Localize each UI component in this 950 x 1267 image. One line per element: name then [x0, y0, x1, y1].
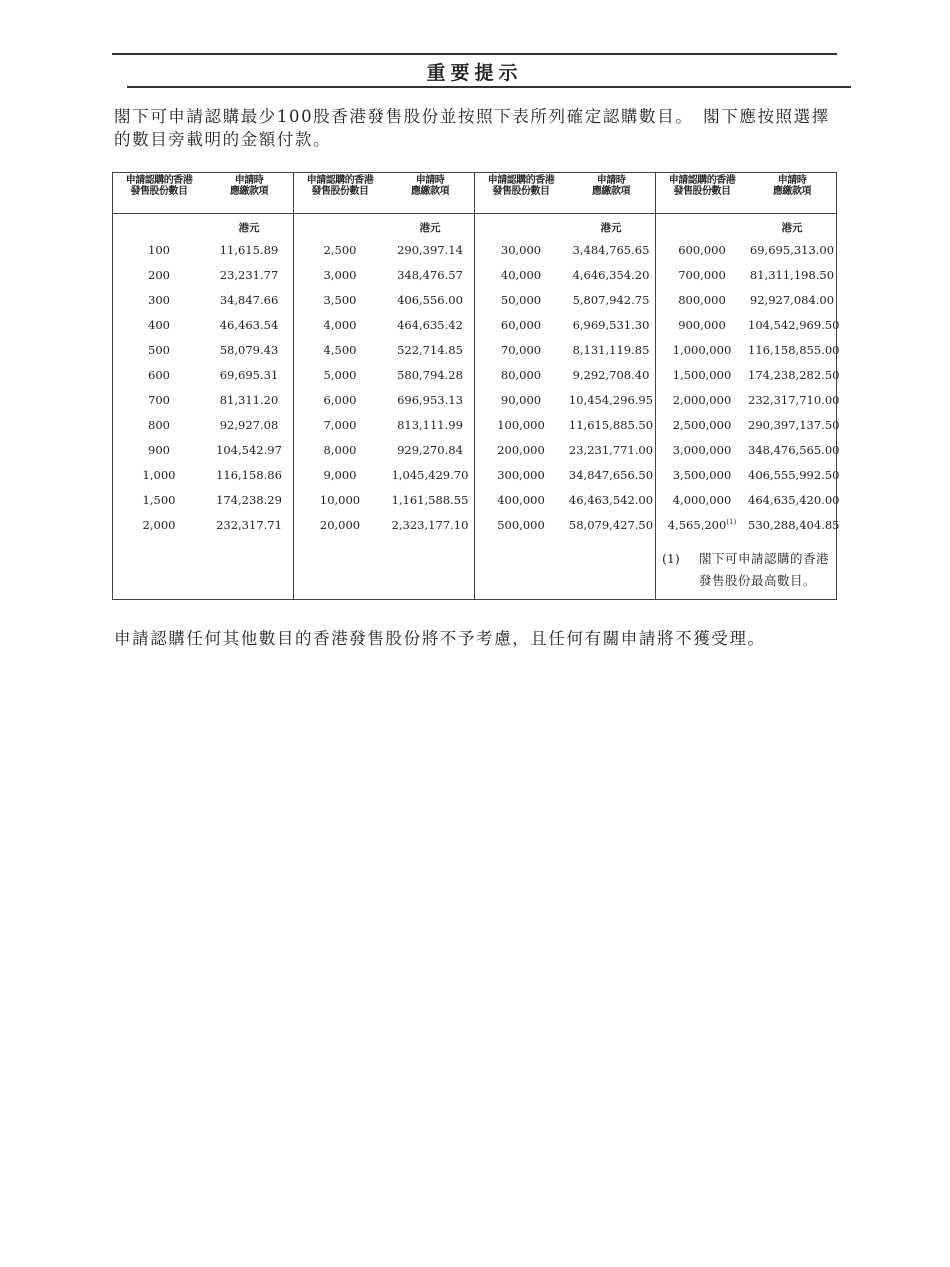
table-column-group [293, 173, 474, 599]
amount-cell: 92,927,084.00 [749, 293, 835, 307]
table-row [656, 364, 840, 389]
shares-value: 60,000 [500, 318, 542, 332]
shares-value: 700,000 [678, 268, 726, 282]
currency-unit: 港元 [238, 222, 260, 234]
shares-cell [294, 318, 386, 332]
shares-cell [656, 343, 748, 357]
shares-cell [113, 318, 205, 332]
table-row [294, 414, 474, 439]
shares-cell [656, 293, 748, 307]
shares-cell [294, 518, 386, 532]
shares-cell [294, 268, 386, 282]
table-row [113, 339, 293, 364]
shares-value: 800 [148, 418, 170, 432]
table-row [113, 314, 293, 339]
table-row [294, 314, 474, 339]
shares-cell [475, 368, 567, 382]
amount-cell: 81,311.20 [219, 393, 279, 407]
shares-value: 4,565,200 [667, 518, 727, 532]
shares-cell [475, 293, 567, 307]
shares-cell [113, 418, 205, 432]
amount-cell: 92,927.08 [219, 418, 279, 432]
shares-cell [475, 318, 567, 332]
amount-cell: 530,288,404.85 [748, 518, 840, 532]
table-rows [656, 239, 840, 539]
amount-cell: 34,847.66 [219, 293, 279, 307]
shares-value: 3,500,000 [672, 468, 732, 482]
table-row [113, 264, 293, 289]
shares-value: 70,000 [500, 343, 542, 357]
shares-cell [475, 443, 567, 457]
shares-value: 600,000 [678, 243, 726, 257]
currency-unit: 港元 [600, 222, 622, 234]
amount-cell: 104,542,969.50 [748, 318, 840, 332]
table-row [113, 439, 293, 464]
shares-cell [294, 343, 386, 357]
header-amount: 申請時 應繳款項 [592, 175, 630, 197]
shares-value: 600 [148, 368, 170, 382]
table-row [475, 339, 655, 364]
shares-cell [656, 518, 748, 532]
shares-cell [656, 368, 748, 382]
shares-cell [113, 343, 205, 357]
amount-cell: 4,646,354.20 [572, 268, 650, 282]
amount-cell: 10,454,296.95 [568, 393, 654, 407]
amount-cell: 464,635,420.00 [748, 493, 840, 507]
table-rows [475, 239, 655, 539]
shares-cell [475, 468, 567, 482]
shares-cell [656, 318, 748, 332]
shares-value: 90,000 [500, 393, 542, 407]
table-footnote [662, 548, 832, 592]
shares-value: 9,000 [323, 468, 357, 482]
shares-cell [656, 418, 748, 432]
amount-cell: 348,476.57 [397, 268, 463, 282]
shares-value: 200 [148, 268, 170, 282]
amount-cell: 69,695.31 [219, 368, 279, 382]
shares-value: 40,000 [500, 268, 542, 282]
header-shares: 申請認購的香港 發售股份數目 [125, 175, 193, 197]
column-group-header [113, 173, 293, 214]
shares-cell [475, 518, 567, 532]
shares-value: 1,000 [142, 468, 176, 482]
table-rows [294, 239, 474, 539]
table-row [656, 414, 840, 439]
amount-cell: 522,714.85 [397, 343, 463, 357]
amount-cell: 813,111.99 [397, 418, 463, 432]
shares-value: 700 [148, 393, 170, 407]
shares-value: 500,000 [497, 518, 545, 532]
amount-cell: 232,317.71 [216, 518, 282, 532]
table-row [475, 389, 655, 414]
table-row [475, 289, 655, 314]
table-column-group [474, 173, 655, 599]
shares-value: 800,000 [678, 293, 726, 307]
amount-cell: 1,161,588.55 [391, 493, 469, 507]
currency-unit: 港元 [781, 222, 803, 234]
table-row [113, 464, 293, 489]
table-row [113, 239, 293, 264]
amount-cell: 3,484,765.65 [572, 243, 650, 257]
table-row [294, 364, 474, 389]
amount-cell: 696,953.13 [397, 393, 463, 407]
amount-cell: 116,158.86 [216, 468, 282, 482]
table-row [475, 464, 655, 489]
amount-cell: 9,292,708.40 [572, 368, 650, 382]
table-row [656, 464, 840, 489]
shares-value: 100,000 [497, 418, 545, 432]
amount-cell: 23,231,771.00 [568, 443, 654, 457]
amount-cell: 348,476,565.00 [748, 443, 840, 457]
table-row [294, 389, 474, 414]
table-row [294, 464, 474, 489]
table-rows [113, 239, 293, 539]
footnote-text: 閣下可申請認購的香港發售股份最高數目。 [699, 551, 830, 588]
amount-cell: 929,270.84 [397, 443, 463, 457]
table-column-group [655, 173, 840, 599]
shares-cell [113, 368, 205, 382]
table-row [656, 389, 840, 414]
amount-cell: 290,397.14 [397, 243, 463, 257]
shares-value: 1,000,000 [672, 343, 732, 357]
table-row [656, 439, 840, 464]
shares-cell [294, 393, 386, 407]
shares-value: 2,000 [142, 518, 176, 532]
shares-value: 7,000 [323, 418, 357, 432]
amount-cell: 174,238,282.50 [748, 368, 840, 382]
shares-cell [113, 518, 205, 532]
amount-cell: 23,231.77 [219, 268, 279, 282]
shares-value: 1,500,000 [672, 368, 732, 382]
header-amount: 申請時 應繳款項 [773, 175, 811, 197]
table-row [475, 364, 655, 389]
table-row [113, 389, 293, 414]
closing-paragraph: 申請認購任何其他數目的香港發售股份將不予考慮，且任何有關申請將不獲受理。 [114, 629, 766, 648]
table-row [294, 514, 474, 539]
shares-cell [656, 268, 748, 282]
shares-value: 500 [148, 343, 170, 357]
amount-cell: 81,311,198.50 [749, 268, 835, 282]
table-row [294, 289, 474, 314]
table-row [656, 289, 836, 314]
shares-value: 4,000,000 [672, 493, 732, 507]
table-row [294, 339, 474, 364]
shares-value: 2,000,000 [672, 393, 732, 407]
shares-value: 10,000 [319, 493, 361, 507]
column-group-header [475, 173, 655, 214]
shares-cell [113, 293, 205, 307]
table-row [294, 489, 474, 514]
amount-cell: 58,079,427.50 [568, 518, 654, 532]
table-row [113, 489, 293, 514]
table-row [475, 414, 655, 439]
shares-cell [113, 393, 205, 407]
shares-cell [656, 468, 748, 482]
table-row [475, 264, 655, 289]
amount-cell: 232,317,710.00 [748, 393, 840, 407]
header-amount: 申請時 應繳款項 [411, 175, 449, 197]
shares-value: 3,000 [323, 268, 357, 282]
table-row [113, 364, 293, 389]
shares-value: 80,000 [500, 368, 542, 382]
shares-value: 30,000 [500, 243, 542, 257]
shares-cell [656, 243, 748, 257]
table-column-group [113, 173, 293, 599]
amount-cell: 580,794.28 [397, 368, 463, 382]
table-row [475, 514, 655, 539]
shares-value: 900 [148, 443, 170, 457]
shares-value: 4,500 [323, 343, 357, 357]
shares-cell [294, 493, 386, 507]
amount-cell: 11,615.89 [219, 243, 279, 257]
table-row [656, 314, 840, 339]
shares-value: 2,500,000 [672, 418, 732, 432]
shares-value: 200,000 [497, 443, 545, 457]
shares-cell [475, 243, 567, 257]
shares-value: 2,500 [323, 243, 357, 257]
header-shares: 申請認購的香港 發售股份數目 [668, 175, 736, 197]
footnote-marker: (1) [726, 518, 737, 527]
amount-cell: 34,847,656.50 [568, 468, 654, 482]
header-amount: 申請時 應繳款項 [230, 175, 268, 197]
shares-cell [475, 343, 567, 357]
shares-cell [475, 418, 567, 432]
table-row [656, 339, 840, 364]
column-group-header [294, 173, 474, 214]
amount-cell: 464,635.42 [397, 318, 463, 332]
shares-cell [656, 493, 748, 507]
shares-cell [294, 243, 386, 257]
table-row [656, 264, 836, 289]
amount-cell: 174,238.29 [216, 493, 282, 507]
shares-value: 3,000,000 [672, 443, 732, 457]
shares-cell [294, 293, 386, 307]
amount-cell: 11,615,885.50 [568, 418, 654, 432]
header-shares: 申請認購的香港 發售股份數目 [306, 175, 374, 197]
footnote-number: (1) [662, 551, 680, 566]
amount-cell: 69,695,313.00 [749, 243, 835, 257]
shares-value: 50,000 [500, 293, 542, 307]
table-row [294, 439, 474, 464]
shares-value: 20,000 [319, 518, 361, 532]
table-row [656, 239, 836, 264]
shares-value: 400 [148, 318, 170, 332]
amount-cell: 46,463.54 [219, 318, 279, 332]
table-row [113, 289, 293, 314]
shares-value: 8,000 [323, 443, 357, 457]
amount-cell: 104,542.97 [216, 443, 282, 457]
amount-cell: 46,463,542.00 [568, 493, 654, 507]
shares-value: 4,000 [323, 318, 357, 332]
column-group-header [656, 173, 836, 214]
shares-value: 300,000 [497, 468, 545, 482]
shares-value: 6,000 [323, 393, 357, 407]
shares-value: 5,000 [323, 368, 357, 382]
top-rule [112, 53, 837, 55]
table-row [656, 489, 840, 514]
shares-value: 3,500 [323, 293, 357, 307]
shares-cell [294, 418, 386, 432]
table-row [475, 239, 655, 264]
shares-cell [475, 268, 567, 282]
shares-cell [656, 443, 748, 457]
table-row [656, 514, 840, 539]
shares-cell [656, 393, 748, 407]
shares-value: 300 [148, 293, 170, 307]
table-row [113, 514, 293, 539]
shares-cell [294, 443, 386, 457]
table-row [294, 239, 474, 264]
amount-cell: 116,158,855.00 [748, 343, 840, 357]
amount-cell: 1,045,429.70 [391, 468, 469, 482]
title-underline [127, 86, 851, 88]
shares-value: 400,000 [497, 493, 545, 507]
currency-unit: 港元 [419, 222, 441, 234]
page-title: 重要提示 [426, 62, 523, 84]
amount-cell: 406,556.00 [397, 293, 463, 307]
table-row [113, 414, 293, 439]
shares-cell [113, 443, 205, 457]
shares-cell [475, 493, 567, 507]
intro-paragraph: 閣下可申請認購最少100股香港發售股份並按照下表所列確定認購數目。 閣下應按照選擇的數目旁載明的金額付款。 [114, 107, 830, 149]
amount-cell: 406,555,992.50 [748, 468, 840, 482]
table-row [475, 489, 655, 514]
amount-cell: 8,131,119.85 [572, 343, 650, 357]
table-row [294, 264, 474, 289]
shares-cell [113, 243, 205, 257]
subscription-amount-table [112, 172, 840, 600]
amount-cell: 2,323,177.10 [391, 518, 469, 532]
shares-cell [113, 268, 205, 282]
table-row [475, 314, 655, 339]
shares-cell [294, 468, 386, 482]
amount-cell: 290,397,137.50 [748, 418, 840, 432]
table-row [475, 439, 655, 464]
shares-value: 1,500 [142, 493, 176, 507]
amount-cell: 58,079.43 [219, 343, 279, 357]
shares-value: 100 [148, 243, 170, 257]
shares-cell [294, 368, 386, 382]
amount-cell: 5,807,942.75 [572, 293, 650, 307]
header-shares: 申請認購的香港 發售股份數目 [487, 175, 555, 197]
shares-cell [113, 468, 205, 482]
shares-cell [475, 393, 567, 407]
shares-cell [113, 493, 205, 507]
shares-value: 900,000 [678, 318, 726, 332]
amount-cell: 6,969,531.30 [572, 318, 650, 332]
